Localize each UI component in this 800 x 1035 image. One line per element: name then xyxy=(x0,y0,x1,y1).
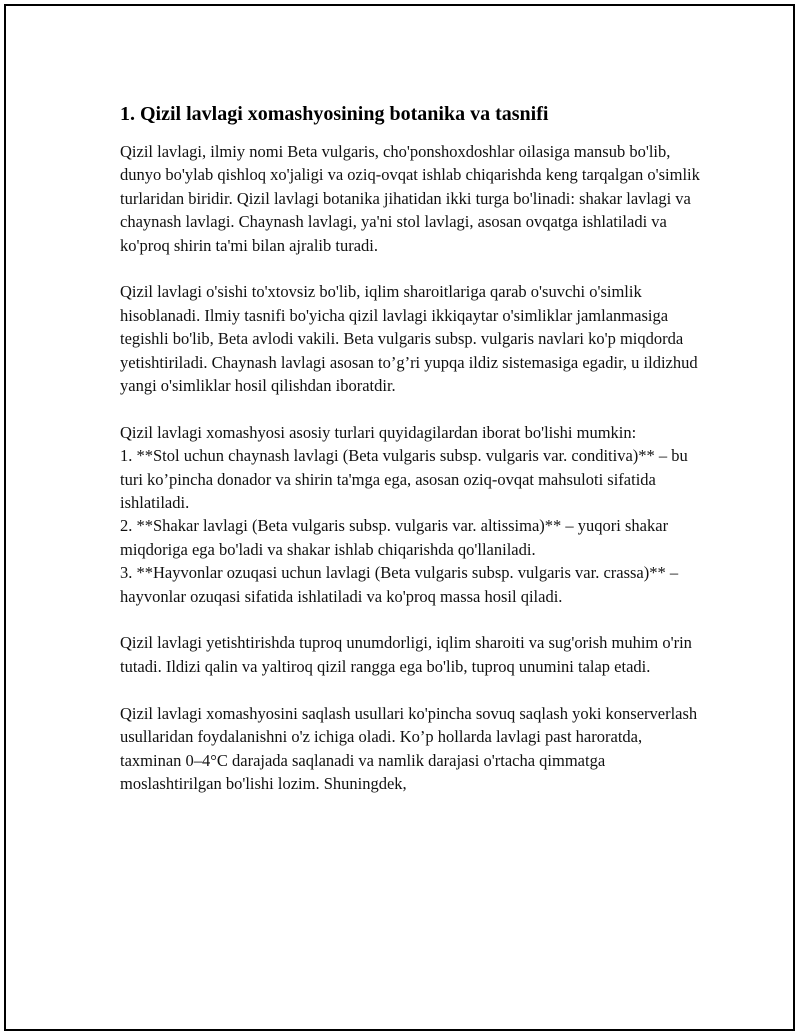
paragraph-growth-classification: Qizil lavlagi o'sishi to'xtovsiz bo'lib, iqlim sharoitlariga qarab o'suvchi o'simlik hisoblanadi. Ilmiy tasnifi bo'yicha qizil lavlagi ikkiqaytar o'simliklar jamlanmasiga tegishli bo'lib, Beta avlodi vakili. Beta vulgaris subsp. vulgaris navlari ko'p miqdorda yetishtiriladi. Chaynash lavlagi asosan to’g’ri yupqa ildiz sistemasiga egadir, u ildizhud yangi o'simliklar hosil qilishdan iboratdir. xyxy=(120,282,698,396)
document-body xyxy=(120,102,700,819)
paragraph-storage: Qizil lavlagi xomashyosini saqlash usullari ko'pincha sovuq saqlash yoki konserverlash usullaridan foydalanishni o'z ichiga oladi. Ko’p hollarda lavlagi past haroratda, taxminan 0–4°C darajada saqlanadi va namlik darajasi o'rtacha qimmatga moslashtirilgan bo'lishi lozim. Shuningdek, xyxy=(120,703,698,793)
paragraph-cultivation: Qizil lavlagi yetishtirishda tuproq unumdorligi, iqlim sharoiti va sug'orish muhim o'rin tutadi. Ildizi qalin va yaltiroq qizil rangga ega bo'lib, tuproq unumini talap etadi. xyxy=(120,633,692,676)
paragraph-botany-intro: Qizil lavlagi, ilmiy nomi Beta vulgaris, cho'ponshoxdoshlar oilasiga mansub bo'lib, dunyo bo'ylab qishloq xo'jaligi va oziq-ovqat ishlab chiqarishda keng tarqalgan o'simlik turlaridan biridir. Qizil lavlagi botanika jihatidan ikki turga bo'linadi: shakar lavlagi va chaynash lavlagi. Chaynash lavlagi, ya'ni stol lavlagi, asosan ovqatga ishlatiladi va ko'proq shirin ta'mi bilan ajralib turadi. xyxy=(120,142,700,255)
paragraph-raw-material-types: Qizil lavlagi xomashyosi asosiy turlari quyidagilardan iborat bo'lishi mumkin: 1. **Stol uchun chaynash lavlagi (Beta vulgaris subsp. vulgaris var. conditiva)** – bu turi ko’pincha donador va shirin ta'mga ega, asosan oziq-ovqat mahsuloti sifatida ishlatiladi. 2. **Shakar lavlagi (Beta vulgaris subsp. vulgaris var. altissima)** – yuqori shakar miqdoriga ega bo'ladi va shakar ishlab chiqarishda qo'llaniladi. 3. **Hayvonlar ozuqasi uchun lavlagi (Beta vulgaris subsp. vulgaris var. crassa)** – hayvonlar ozuqasi sifatida ishlatiladi va ko'proq massa hosil qiladi. xyxy=(120,422,688,606)
section-heading: 1. Qizil lavlagi xomashyosining botanika va tasnifi xyxy=(120,103,549,125)
page-frame xyxy=(4,4,795,1031)
